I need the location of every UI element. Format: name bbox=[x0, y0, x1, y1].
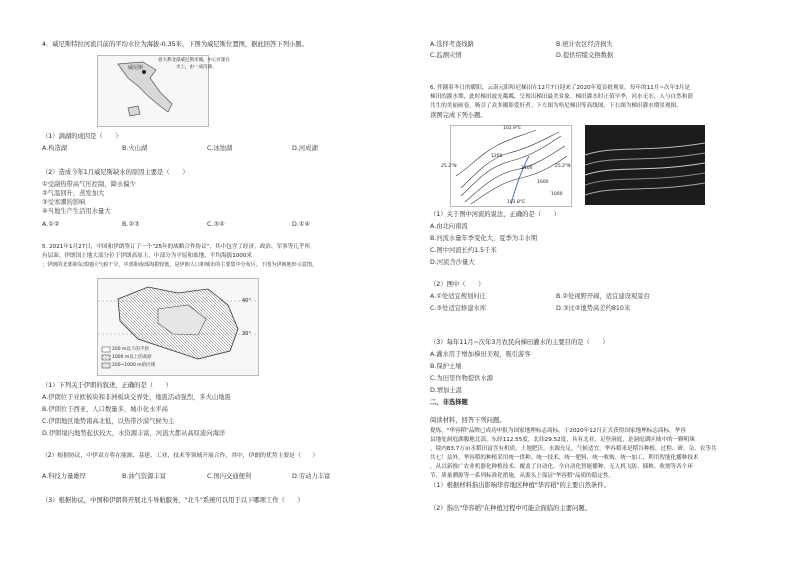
q5-2-opt-d: D.劳动力丰富 bbox=[292, 473, 331, 480]
q4-2-item-1: ①受副热带高气压控制，降水偏少 bbox=[42, 181, 136, 188]
q5-3-opt-c: C.监测灾情 bbox=[430, 52, 462, 59]
q6-intro-3: 共生的美丽画卷，吸引了众多摄影爱好者。下左图为哈尼梯田等高线图，下右图为梯田灌水期景观图。 bbox=[430, 103, 682, 109]
contour-label-lon-2: 101.8°E bbox=[507, 200, 525, 205]
contour-map bbox=[441, 125, 572, 207]
q5-2-opt-a: A.科技力量雄厚 bbox=[42, 473, 86, 480]
q7-2: （2）指出"华容稻"在种植过程中可能会面临的主要问题。 bbox=[430, 505, 591, 512]
contour-label-lon-1: 102.9°E bbox=[503, 126, 521, 131]
q5-2-opt-c: C.国内交通便利 bbox=[207, 473, 252, 480]
q4-1-opt-c: C.冰蚀湖 bbox=[207, 145, 233, 152]
venice-note: 意大利北部威尼斯水城，中心区建在 bbox=[158, 58, 230, 63]
q5-intro-2: 有层面。伊朗国土地大部分位于伊朗高原上，中部分为平原和盆地，平均海拔1000米 bbox=[42, 253, 253, 259]
q6-2-opt-a: A.①处适宜规划村庄 bbox=[430, 293, 486, 300]
q6-intro-2: 梯田的灌水期，此时梯田波光粼粼，呈现出梯田最美景象。梯田灌水时正值旱季，河水无水，人与自然和谐 bbox=[430, 94, 693, 100]
q4-2: （2）造成今年1月威尼斯缺水的原因主要是（ ） bbox=[42, 169, 189, 176]
q5-1-opt-a: A.伊朗位于亚欧板块和非洲板块交界处，地震活动强烈，多火山地震 bbox=[42, 394, 231, 401]
q5-1-opt-b: B.伊朗位于西亚，人口数量多，城市化水平高 bbox=[42, 406, 168, 413]
q6-2-opt-b: B.②处视野开阔，适宜建设观景台 bbox=[556, 293, 650, 300]
terrace-photo-figure bbox=[585, 125, 705, 205]
contour-label-lat-right: 25.2°N bbox=[555, 164, 571, 169]
q6-intro-4: 读图完成下列小题。 bbox=[430, 112, 487, 119]
q6-3-opt-a: A.灌水用于增加梯田美观，吸引游客 bbox=[430, 351, 531, 358]
q4-2-ans-b: B.②③ bbox=[122, 221, 140, 228]
q5-1: （1）下列关于伊朗的叙述，正确的是（ ） bbox=[42, 382, 172, 389]
q4-intro: 4．威尼斯特拉河流目前的平均水位为海拔-0.35米，下图为威尼斯位置图，据此回答下列小题。 bbox=[42, 41, 308, 48]
q5-3-opt-d: D.提供绍缆交换数据 bbox=[556, 52, 614, 59]
q6-3: （3）每年11月~次年3月农民向梯田灌水的主要目的是（ ） bbox=[430, 339, 609, 346]
q6-intro-1: 6. 伴随着冬日的暖阳，云南元阳哈尼梯田在12月7日迎来了2020年度首批观景。每年的11月~次年3月是 bbox=[430, 85, 690, 91]
lat-40: 40° bbox=[242, 298, 251, 304]
q4-2-item-2: ②气温回升，蒸发加大 bbox=[42, 190, 105, 197]
q5-1-opt-d: D.伊朗境内地势起伏较大，水资源丰富，河流大都从高原流向海洋 bbox=[42, 430, 226, 437]
q4-2-item-4: ④当地生产生活用水量大 bbox=[42, 208, 111, 215]
q7-para-6: 节，质量溯源等一系列标准化措施，从源头上保证"华容稻"品质的稳定性。 bbox=[430, 473, 615, 479]
q6-1-opt-b: B.河流水量年季变化大，夏季为丰水期 bbox=[430, 235, 538, 242]
q7-intro: 阅读材料，回答下列问题。 bbox=[430, 417, 506, 424]
left-column bbox=[42, 0, 402, 562]
q4-1: （1）滴湖的成因是（ ） bbox=[42, 133, 122, 140]
terrace-photo bbox=[585, 125, 705, 205]
q5-1-opt-c: C.伊朗地区地势南高北低，以热带沙漠气候为主 bbox=[42, 418, 175, 425]
venice-label: 威尼斯 bbox=[128, 65, 144, 71]
q6-3-opt-d: D.增加土温 bbox=[430, 387, 463, 394]
q5-3: （3）根据协议，中国和伊朗将开展北斗导航服务，"北斗"系统可以用于以下哪项工作（ ） bbox=[42, 497, 304, 504]
q5-2-opt-b: B.油气资源丰富 bbox=[122, 473, 167, 480]
q7-para-5: ，从以新推广农业机器化种植技术、覆盖了自动化、全自动化智能播种、无人机飞防、插秧、收割等各个环 bbox=[430, 464, 693, 470]
q6-3-opt-b: B.保护土壤 bbox=[430, 363, 462, 370]
q4-2-ans-a: A.①② bbox=[42, 221, 60, 228]
q4-2-ans-d: D.①④ bbox=[292, 221, 311, 228]
q5-intro-3: ；伊朗的北部和东部地区气候干旱，中部和南部海拔较低，是伊朗人口和城市的主要集中分布区。下图为伊朗地形示意图。 bbox=[42, 262, 318, 268]
q6-2: （2）图中（ ） bbox=[430, 281, 485, 288]
q5-intro-1: 5. 2021年1月27日，中国和伊朗签订了一个"25年的战略合作协议"，其中包含了经济、政治、军事等几乎所 bbox=[42, 244, 311, 250]
legend-mid: 200~1000 m的区域 bbox=[112, 363, 156, 368]
contour-label-1000: 1000 bbox=[551, 192, 563, 197]
q4-1-opt-a: A.构造湖 bbox=[42, 145, 68, 152]
q7-para-4: 共七！益外，华容稻的种植采用统一供种、统一技术、统一肥料、统一收购、统一加工，利用智能化播种技术 bbox=[430, 455, 699, 461]
right-column bbox=[430, 0, 790, 562]
q6-3-opt-c: C.为田里作物提供水源 bbox=[430, 375, 494, 382]
q4-1-opt-d: D.河成湖 bbox=[292, 145, 318, 152]
q5-2: （2）根据协议，中伊双方将在能源、基建、工业、技术等领域开展合作，其中，伊朗的优势主要是（ ） bbox=[42, 453, 319, 459]
q4-2-item-3: ③受寒潮的影响 bbox=[42, 199, 86, 206]
iran-terrain-map bbox=[97, 278, 259, 376]
q6-1-opt-c: C.图中河流长约1.5千米 bbox=[430, 247, 497, 254]
q6-1-opt-d: D.河流含沙量大 bbox=[430, 259, 475, 266]
contour-label-1200: 1200 bbox=[491, 154, 503, 159]
q6-2-opt-d: D.③比②地势高差约810米 bbox=[556, 305, 631, 312]
q7-para-3: 。境内83.7万亩水稻田富含有机质，土地肥沃，水源充足，气候适宜，华容稻米是稻谷种植，过程、研、杂、农等共 bbox=[430, 446, 717, 452]
lat-30: 30° bbox=[242, 331, 251, 337]
legend-lowland: 200 m以下的平原 bbox=[112, 347, 149, 352]
contour-label-lat-left: 25.2°N bbox=[441, 164, 457, 169]
section-title: 二、非选择题 bbox=[430, 399, 468, 406]
q6-2-opt-c: C.③处适宜修建水库 bbox=[430, 305, 487, 312]
q6-1-opt-a: A.由北向南流 bbox=[430, 223, 468, 230]
q5-3-opt-b: B.统计农区经济损失 bbox=[556, 41, 613, 48]
q7-para-2: 县地处洞庭湖腹地北部，东经112.55度，北纬29.52度，具有北亚，足登洞庭，是洞庭湖区域中的一颗明珠 bbox=[430, 437, 695, 443]
legend-plateau: 1000 m以上的高原 bbox=[112, 355, 152, 360]
q4-1-opt-b: B.火山湖 bbox=[122, 145, 148, 152]
q7-para-1: 提炼。"华容稻"品牌已成功申报为国家地理标志商标。于2020年12月正式获得国家地理标志商标，华容 bbox=[430, 428, 686, 434]
venice-note-2: 水上，由一成泻湖。 bbox=[176, 65, 217, 70]
q4-2-ans-c: C.③④ bbox=[207, 221, 225, 228]
contour-label-1400: 1400 bbox=[521, 166, 533, 171]
venice-location-map bbox=[97, 55, 230, 127]
q7-1: （1）根据材料指出影响华容地区种植"华容稻"的主要自然条件。 bbox=[430, 482, 610, 489]
q5-3-opt-a: A.选择考查线路 bbox=[430, 41, 474, 48]
contour-label-1600: 1600 bbox=[537, 180, 549, 185]
q6-1: （1）关于图中河流的说法，正确的是（ ） bbox=[430, 211, 560, 218]
